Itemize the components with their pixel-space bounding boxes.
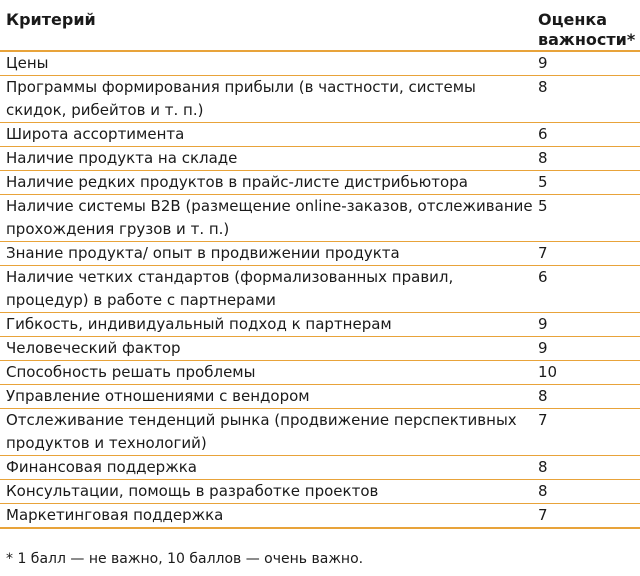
criterion-cell: Широта ассортимента [0,123,536,147]
criterion-cell: Финансовая поддержка [0,456,536,480]
header-criterion: Критерий [0,0,536,51]
criterion-cell: Наличие продукта на складе [0,147,536,171]
criterion-cell: Консультации, помощь в разработке проектов [0,480,536,504]
table-row [0,266,640,313]
table-row [0,337,640,361]
criterion-cell: Наличие редких продуктов в прайс-листе дистрибьютора [0,171,536,195]
table-row [0,171,640,195]
footnote: * 1 балл — не важно, 10 баллов — очень важно. [6,551,364,567]
table-row [0,51,640,76]
table-row [0,385,640,409]
table-row [0,313,640,337]
table-header-row [0,0,640,51]
score-cell: 5 [536,195,640,242]
score-cell: 9 [536,51,640,76]
criterion-cell: Человеческий фактор [0,337,536,361]
table-row [0,195,640,242]
table-row [0,242,640,266]
table-row [0,409,640,456]
score-cell: 10 [536,361,640,385]
criterion-cell: Наличие четких стандартов (формализованных правил, процедур) в работе с партнерами [0,266,536,313]
score-cell: 6 [536,123,640,147]
score-cell: 7 [536,409,640,456]
table-row [0,480,640,504]
score-cell: 8 [536,147,640,171]
criterion-cell: Цены [0,51,536,76]
criterion-cell: Гибкость, индивидуальный подход к партнерам [0,313,536,337]
score-cell: 8 [536,480,640,504]
score-cell: 7 [536,242,640,266]
score-cell: 8 [536,456,640,480]
criterion-cell: Наличие системы B2B (размещение online-заказов, отслеживание прохождения грузов и т. п.) [0,195,536,242]
score-cell: 8 [536,385,640,409]
table-row [0,361,640,385]
score-cell: 5 [536,171,640,195]
criterion-cell: Знание продукта/ опыт в продвижении продукта [0,242,536,266]
table-row [0,76,640,123]
criterion-cell: Отслеживание тенденций рынка (продвижение перспективных продуктов и технологий) [0,409,536,456]
criterion-cell: Управление отношениями с вендором [0,385,536,409]
header-score: Оценка важности* [536,0,640,51]
score-cell: 6 [536,266,640,313]
table-row [0,456,640,480]
score-cell: 9 [536,313,640,337]
score-cell: 9 [536,337,640,361]
criterion-cell: Программы формирования прибыли (в частности, системы скидок, рибейтов и т. п.) [0,76,536,123]
criterion-cell: Способность решать проблемы [0,361,536,385]
score-cell: 8 [536,76,640,123]
table-row [0,504,640,529]
table-row [0,147,640,171]
score-cell: 7 [536,504,640,529]
criterion-cell: Маркетинговая поддержка [0,504,536,529]
table-row [0,123,640,147]
